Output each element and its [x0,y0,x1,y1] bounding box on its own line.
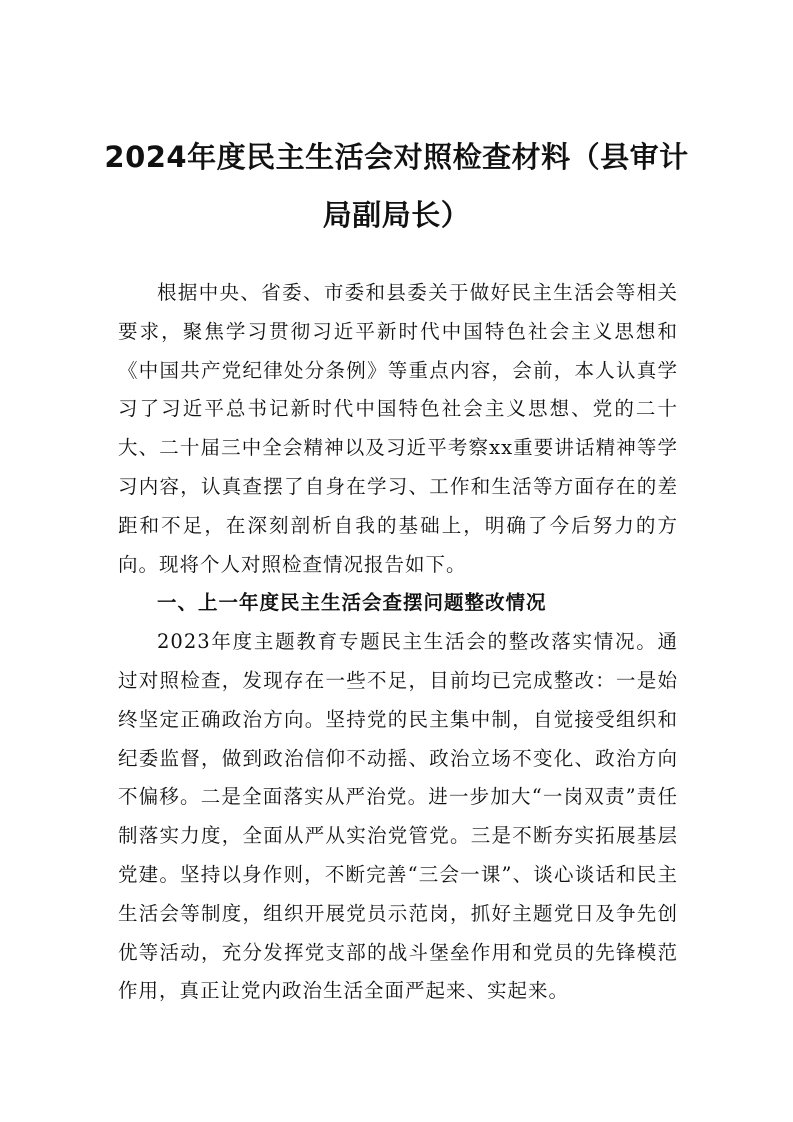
intro-paragraph: 根据中央、省委、市委和县委关于做好民主生活会等相关要求，聚焦学习贯彻习近平新时代中国特色社会主义思想和《中国共产党纪律处分条例》等重点内容，会前，本人认真学习了习近平总书记新时代中国特色社会主义思想、党的二十大、二十届三中全会精神以及习近平考察xx重要讲话精神等学习内容，认真查摆了自身在学习、工作和生活等方面存在的差距和不足，在深刻剖析自我的基础上，明确了今后努力的方向。现将个人对照检查情况报告如下。 [118,281,678,576]
section-heading-1: 一、上一年度民主生活会查摆问题整改情况 [157,591,547,615]
document-body [118,274,678,1011]
document-title-line-1: 2024年度民主生活会对照检查材料（县审计 [104,140,689,174]
document-title-line-2: 局副局长） [322,198,471,232]
rectification-paragraph: 2023年度主题教育专题民主生活会的整改落实情况。通过对照检查，发现存在一些不足，目前均已完成整改：一是始终坚定正确政治方向。坚持党的民主集中制，自觉接受组织和纪委监督，做到政治信仰不动摇、政治立场不变化、政治方向不偏移。二是全面落实从严治党。进一步加大“一岗双责”责任制落实力度，全面从严从实治党管党。三是不断夯实拓展基层党建。坚持以身作则，不断完善“三会一课”、谈心谈话和民主生活会等制度，组织开展党员示范岗，抓好主题党日及争先创优等活动，充分发挥党支部的战斗堡垒作用和党员的先锋模范作用，真正让党内政治生活全面严起来、实起来。 [118,630,678,1003]
